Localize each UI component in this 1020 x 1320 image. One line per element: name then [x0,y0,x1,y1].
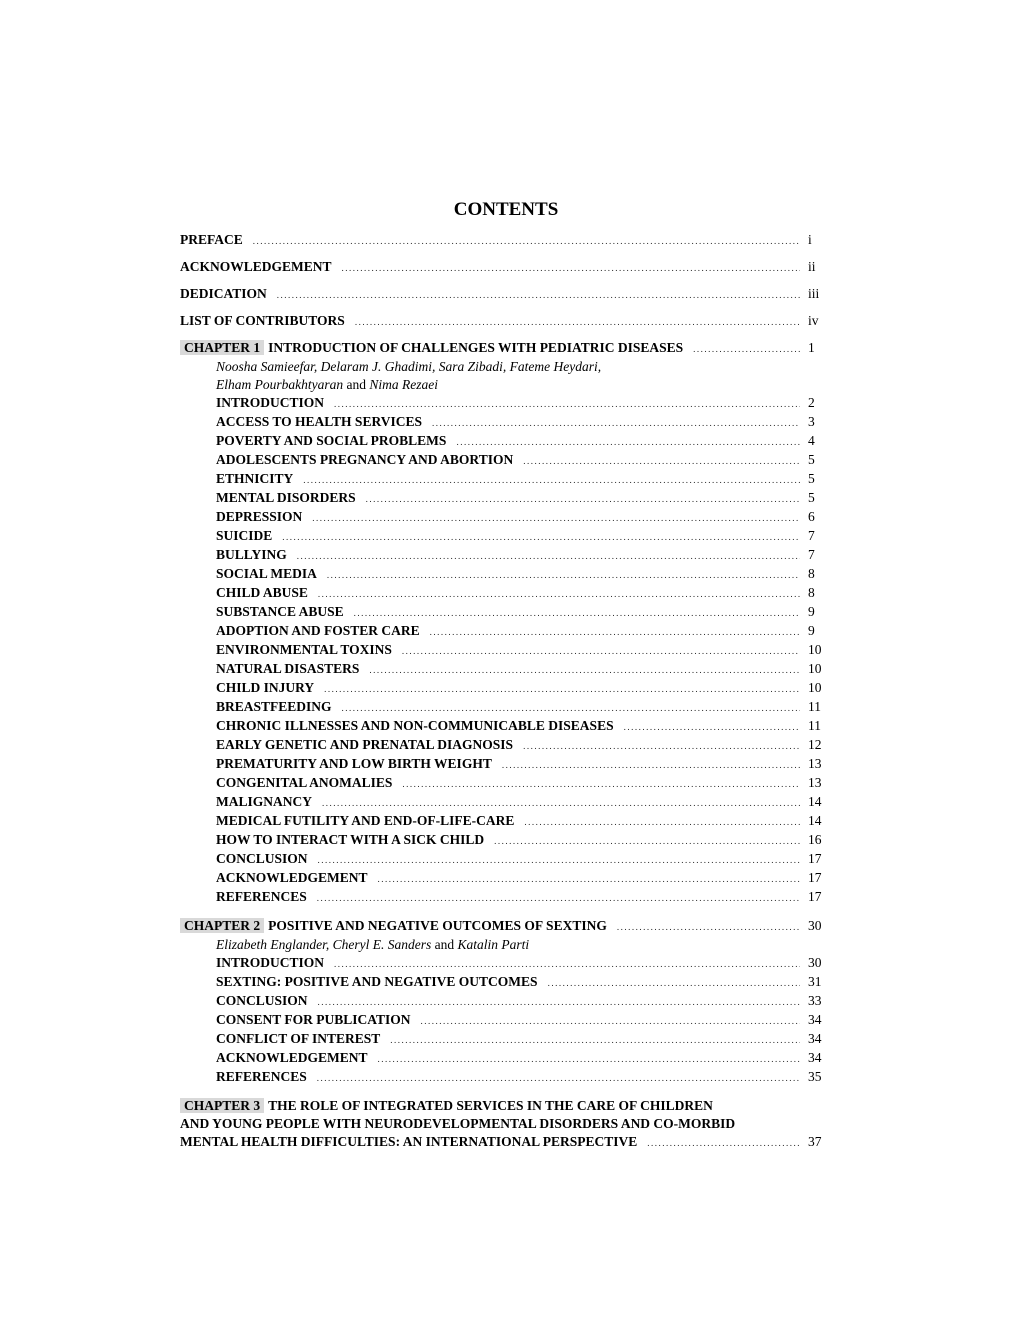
chapter-1-authors-line1 [180,358,832,376]
toc-entry[interactable] [180,285,832,304]
toc-entry[interactable] [216,622,832,641]
toc-entry-page: 9 [808,604,815,619]
chapter-2-block [180,917,832,1087]
chapter-3-block[interactable] [180,1097,832,1152]
author-names: Elizabeth Englander, Cheryl E. Sanders [216,937,432,952]
chapter-1-entry[interactable] [180,339,832,358]
toc-entry-page: 17 [808,851,822,866]
toc-entry-label: ADOLESCENTS PREGNANCY AND ABORTION [216,452,514,467]
toc-entry[interactable] [216,394,832,413]
toc-entry-label: PREMATURITY AND LOW BIRTH WEIGHT [216,756,492,771]
toc-entry-label: ACKNOWLEDGEMENT [180,259,332,274]
toc-entry-page: 35 [808,1069,822,1084]
leader-dots [342,259,800,277]
leader-dots [327,566,800,584]
chapter-2-tag: CHAPTER 2 [180,918,264,933]
toc-entry-label: REFERENCES [216,889,307,904]
toc-entry-page: 10 [808,680,822,695]
toc-entry-page: 13 [808,756,822,771]
toc-entry[interactable] [216,489,832,508]
toc-entry-label: SEXTING: POSITIVE AND NEGATIVE OUTCOMES [216,974,538,989]
toc-entry-page: 5 [808,452,815,467]
toc-entry-page: 13 [808,775,822,790]
toc-entry[interactable] [216,755,832,774]
toc-entry-label: MALIGNANCY [216,794,312,809]
toc-entry-page: 31 [808,974,822,989]
leader-dots [548,974,800,992]
toc-entry-label: LIST OF CONTRIBUTORS [180,313,345,328]
toc-entry[interactable] [216,717,832,736]
leader-dots [297,547,800,565]
leader-dots [617,918,800,936]
toc-entry-label: ENVIRONMENTAL TOXINS [216,642,392,657]
toc-entry[interactable] [216,973,832,992]
leader-dots [318,993,800,1011]
toc-entry-page: 9 [808,623,815,638]
toc-entry[interactable] [216,565,832,584]
chapter-3-title-line1 [180,1097,832,1115]
toc-entry-page: 8 [808,585,815,600]
leader-dots [402,642,800,660]
toc-entry-page: 5 [808,490,815,505]
chapter-2-title: POSITIVE AND NEGATIVE OUTCOMES OF SEXTING [268,918,607,933]
leader-dots [693,340,800,358]
toc-entry-page: 11 [808,718,821,733]
leader-dots [502,756,800,774]
toc-entry[interactable] [216,812,832,831]
toc-entry[interactable] [216,1068,832,1087]
toc-entry[interactable] [216,470,832,489]
toc-entry-page: iii [808,286,820,301]
toc-entry[interactable] [216,831,832,850]
toc-entry-page: 12 [808,737,822,752]
author-name: Elham Pourbakhtyaran [216,377,344,392]
chapter-1-tag: CHAPTER 1 [180,340,264,355]
toc-entry-label: POVERTY AND SOCIAL PROBLEMS [216,433,447,448]
chapter-3-tag: CHAPTER 3 [180,1098,264,1113]
leader-dots [624,718,800,736]
chapter-1-title: INTRODUCTION OF CHALLENGES WITH PEDIATRIC DISEASES [268,340,684,355]
leader-dots [456,433,800,451]
toc-entry[interactable] [216,992,832,1011]
leader-dots [303,471,800,489]
leader-dots [378,870,800,888]
chapter-2-heading [180,917,607,935]
leader-dots [390,1031,800,1049]
leader-dots [432,414,800,432]
toc-entry-label: HOW TO INTERACT WITH A SICK CHILD [216,832,485,847]
toc-entry-page: 34 [808,1012,822,1027]
toc-entry-label: DEDICATION [180,286,267,301]
toc-entry-page: 14 [808,813,822,828]
toc-entry-label: CHRONIC ILLNESSES AND NON-COMMUNICABLE DISEASES [216,718,614,733]
toc-entry[interactable] [216,660,832,679]
chapter-1-page: 1 [808,340,815,355]
toc-entry-label: PREFACE [180,232,243,247]
toc-entry-label: CHILD ABUSE [216,585,308,600]
toc-entry[interactable] [216,1030,832,1049]
leader-dots [647,1134,800,1152]
toc-entry-label: ACKNOWLEDGEMENT [216,1050,368,1065]
front-matter-list [180,231,832,331]
toc-entry-page: 7 [808,528,815,543]
toc-entry[interactable] [216,954,832,973]
toc-entry[interactable] [216,603,832,622]
leader-dots [282,528,800,546]
leader-dots [317,1069,800,1087]
toc-entry-page: 17 [808,889,822,904]
toc-entry-page: 30 [808,955,822,970]
chapter-2-entry[interactable] [180,917,832,936]
leader-dots [421,1012,800,1030]
toc-entry-page: 34 [808,1031,822,1046]
toc-entry[interactable] [216,508,832,527]
leader-dots [334,395,800,413]
chapter-1-authors-line2 [180,376,832,394]
toc-entry-page: 7 [808,547,815,562]
toc-entry-label: INTRODUCTION [216,955,325,970]
toc-entry-label: REFERENCES [216,1069,307,1084]
toc-entry-page: 16 [808,832,822,847]
toc-entry[interactable] [216,888,832,907]
toc-entry-label: CONCLUSION [216,851,308,866]
toc-entry-label: MEDICAL FUTILITY AND END-OF-LIFE-CARE [216,813,515,828]
leader-dots [354,604,800,622]
chapter-1-block [180,339,832,907]
leader-dots [430,623,800,641]
toc-entry[interactable] [180,312,832,331]
toc-entry-label: SUICIDE [216,528,273,543]
toc-entry-label: CONGENITAL ANOMALIES [216,775,393,790]
author-conjunction: and [346,377,366,392]
toc-entry[interactable] [216,451,832,470]
toc-entry[interactable] [216,679,832,698]
leader-dots [402,775,800,793]
toc-entry-page: 33 [808,993,822,1008]
toc-entry[interactable] [216,1049,832,1068]
leader-dots [378,1050,800,1068]
leader-dots [494,832,800,850]
chapter-3-title-part: THE ROLE OF INTEGRATED SERVICES IN THE CARE OF CHILDREN [268,1098,713,1113]
chapter-2-sections [180,954,832,1087]
toc-entry-label: EARLY GENETIC AND PRENATAL DIAGNOSIS [216,737,514,752]
toc-entry-page: 10 [808,642,822,657]
author-name: Katalin Parti [457,937,530,952]
toc-entry-page: 10 [808,661,822,676]
toc-entry-label: ETHNICITY [216,471,294,486]
chapter-2-page: 30 [808,918,822,933]
leader-dots [369,661,800,679]
author-name: Nima Rezaei [369,377,438,392]
toc-entry-label: CONCLUSION [216,993,308,1008]
toc-entry[interactable] [216,641,832,660]
leader-dots [318,851,800,869]
toc-entry-page: 2 [808,395,815,410]
contents-page [180,198,832,1162]
toc-entry[interactable] [216,413,832,432]
leader-dots [277,286,800,304]
toc-entry-page: 5 [808,471,815,486]
leader-dots [253,232,800,250]
toc-entry-label: SOCIAL MEDIA [216,566,317,581]
toc-entry-label: INTRODUCTION [216,395,325,410]
chapter-2-authors [180,936,832,954]
toc-entry[interactable] [216,698,832,717]
toc-entry-page: 11 [808,699,821,714]
leader-dots [322,794,800,812]
chapter-3-entry [180,1133,832,1152]
leader-dots [317,889,800,907]
toc-entry-label: ACCESS TO HEALTH SERVICES [216,414,422,429]
chapter-3-title-line2: AND YOUNG PEOPLE WITH NEURODEVELOPMENTAL DISORDERS AND CO-MORBID [180,1116,736,1131]
toc-entry-label: MENTAL DISORDERS [216,490,356,505]
toc-entry[interactable] [216,584,832,603]
toc-entry[interactable] [216,774,832,793]
leader-dots [324,680,800,698]
toc-entry-label: CONSENT FOR PUBLICATION [216,1012,411,1027]
author-conjunction: and [434,937,455,952]
toc-entry-label: SUBSTANCE ABUSE [216,604,344,619]
leader-dots [523,452,800,470]
toc-entry-page: ii [808,259,816,274]
leader-dots [334,955,800,973]
toc-entry-label: BREASTFEEDING [216,699,332,714]
toc-entry-label: NATURAL DISASTERS [216,661,360,676]
toc-entry-page: 34 [808,1050,822,1065]
toc-entry[interactable] [180,231,832,250]
toc-entry[interactable] [216,850,832,869]
toc-entry-page: 4 [808,433,815,448]
toc-entry[interactable] [216,432,832,451]
leader-dots [524,813,800,831]
chapter-1-heading [180,339,683,357]
toc-entry[interactable] [216,527,832,546]
toc-entry[interactable] [216,793,832,812]
toc-entry-page: 6 [808,509,815,524]
toc-entry-page: 14 [808,794,822,809]
toc-entry-page: 17 [808,870,822,885]
leader-dots [366,490,800,508]
toc-entry[interactable] [216,1011,832,1030]
toc-entry-label: ADOPTION AND FOSTER CARE [216,623,420,638]
toc-entry-page: iv [808,313,819,328]
chapter-3-title-line3: MENTAL HEALTH DIFFICULTIES: AN INTERNATIONAL PERSPECTIVE [180,1134,638,1149]
toc-entry-page: 8 [808,566,815,581]
chapter-3-page: 37 [808,1134,822,1149]
toc-entry[interactable] [216,869,832,888]
toc-entry[interactable] [180,258,832,277]
toc-entry-label: BULLYING [216,547,287,562]
leader-dots [312,509,800,527]
toc-entry-page: i [808,232,812,247]
toc-entry[interactable] [216,546,832,565]
toc-entry-label: DEPRESSION [216,509,303,524]
chapter-1-sections [180,394,832,907]
leader-dots [318,585,800,603]
leader-dots [523,737,800,755]
leader-dots [355,313,800,331]
toc-entry-page: 3 [808,414,815,429]
toc-entry-label: CHILD INJURY [216,680,315,695]
toc-entry-label: ACKNOWLEDGEMENT [216,870,368,885]
page-title: CONTENTS [453,199,559,220]
toc-entry[interactable] [216,736,832,755]
leader-dots [342,699,800,717]
author-names: Noosha Samieefar, Delaram J. Ghadimi, Sara Zibadi, Fateme Heydari, [216,359,602,374]
toc-entry-label: CONFLICT OF INTEREST [216,1031,381,1046]
